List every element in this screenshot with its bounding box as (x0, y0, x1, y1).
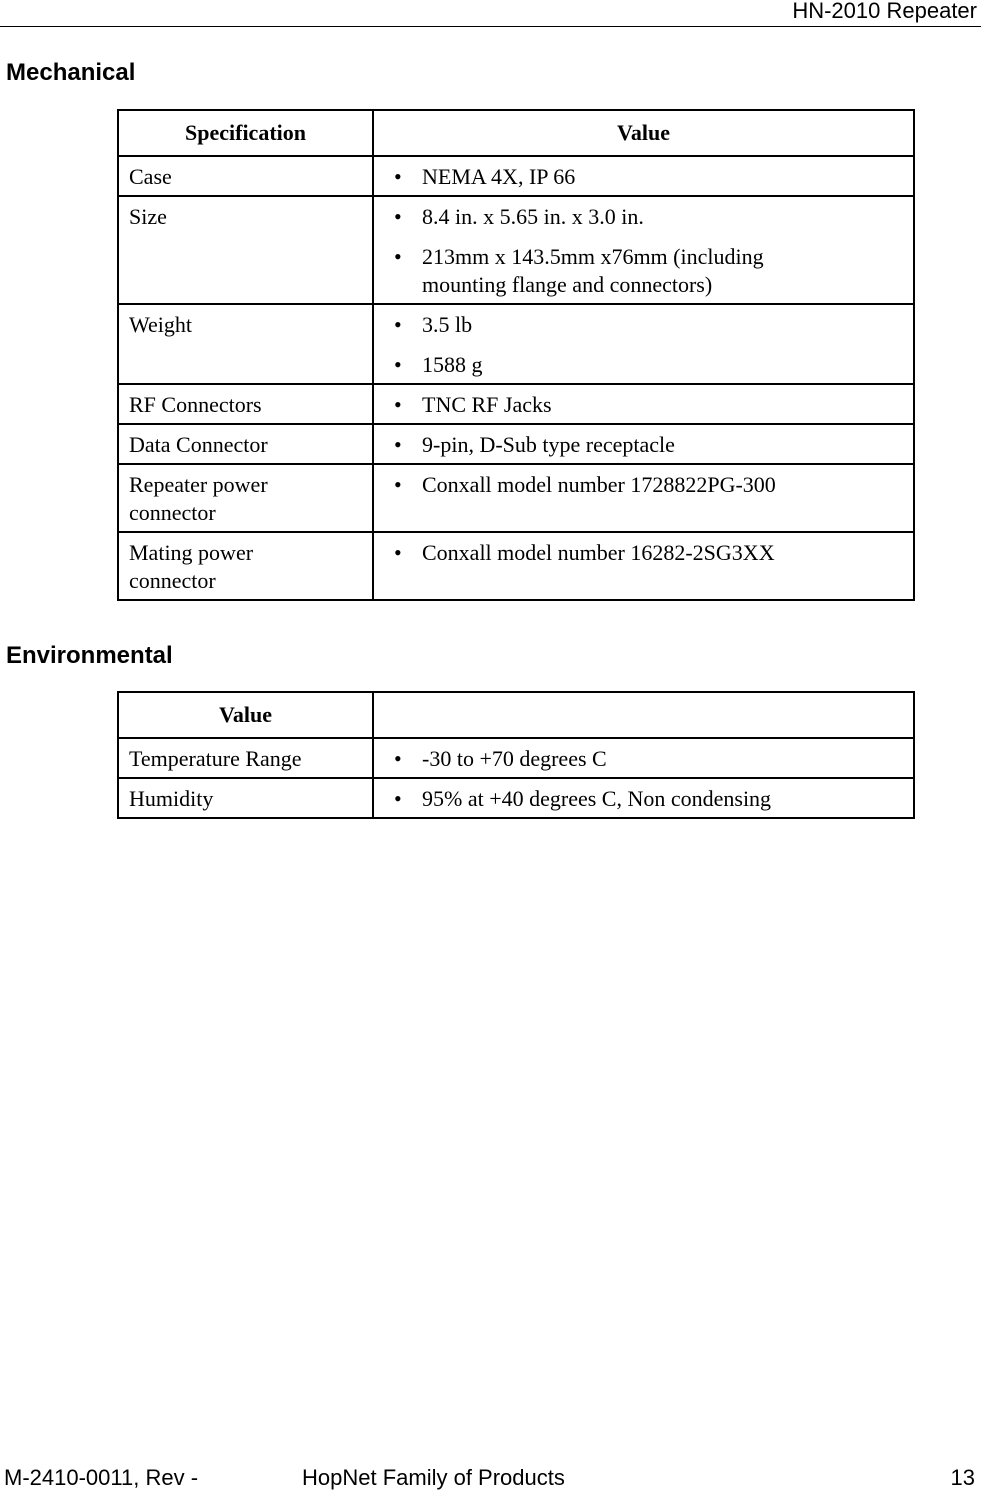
mechanical-heading: Mechanical (6, 59, 136, 86)
column-header-specification: Specification (118, 110, 373, 156)
table-row (118, 778, 914, 818)
table-header-row (118, 692, 914, 738)
value-cell (373, 196, 914, 304)
value-cell (373, 304, 914, 384)
table-row (118, 384, 914, 424)
spec-cell: Repeater power connector (118, 464, 373, 532)
spec-cell: Mating power connector (118, 532, 373, 600)
table-row (118, 156, 914, 196)
value-cell (373, 464, 914, 532)
value-item: • TNC RF Jacks (384, 391, 903, 419)
value-cell (373, 424, 914, 464)
value-item: • 213mm x 143.5mm x76mm (including mounting flange and connectors) (384, 243, 903, 299)
value-cell (373, 738, 914, 778)
column-header-empty (373, 692, 914, 738)
value-cell (373, 384, 914, 424)
value-item: • 9-pin, D-Sub type receptacle (384, 431, 903, 459)
spec-cell: Humidity (118, 778, 373, 818)
value-cell (373, 532, 914, 600)
value-item: • Conxall model number 16282-2SG3XX (384, 539, 903, 567)
table-row (118, 304, 914, 384)
table-row (118, 532, 914, 600)
table-row (118, 464, 914, 532)
page-footer (0, 1462, 981, 1494)
value-item: • NEMA 4X, IP 66 (384, 163, 903, 191)
header-title: HN-2010 Repeater (792, 0, 977, 23)
value-cell (373, 156, 914, 196)
column-header-value: Value (373, 110, 914, 156)
value-item: • 1588 g (384, 351, 903, 379)
document-number: M-2410-0011, Rev - (4, 1465, 199, 1490)
column-header-value: Value (118, 692, 373, 738)
spec-cell: RF Connectors (118, 384, 373, 424)
table-row (118, 196, 914, 304)
value-item: • 8.4 in. x 5.65 in. x 3.0 in. (384, 203, 903, 231)
table-header-row (118, 110, 914, 156)
value-item: • -30 to +70 degrees C (384, 745, 903, 773)
spec-cell: Temperature Range (118, 738, 373, 778)
page-number: 13 (950, 1465, 975, 1490)
value-item: • Conxall model number 1728822PG-300 (384, 471, 903, 499)
page-header (0, 0, 981, 27)
environmental-table (117, 691, 915, 819)
environmental-heading: Environmental (6, 642, 173, 669)
value-item: • 3.5 lb (384, 311, 903, 339)
spec-cell: Data Connector (118, 424, 373, 464)
mechanical-table (117, 109, 915, 601)
table-row (118, 738, 914, 778)
spec-cell: Weight (118, 304, 373, 384)
spec-cell: Size (118, 196, 373, 304)
table-row (118, 424, 914, 464)
spec-cell: Case (118, 156, 373, 196)
value-cell (373, 778, 914, 818)
value-item: • 95% at +40 degrees C, Non condensing (384, 785, 903, 813)
product-family: HopNet Family of Products (302, 1465, 565, 1490)
